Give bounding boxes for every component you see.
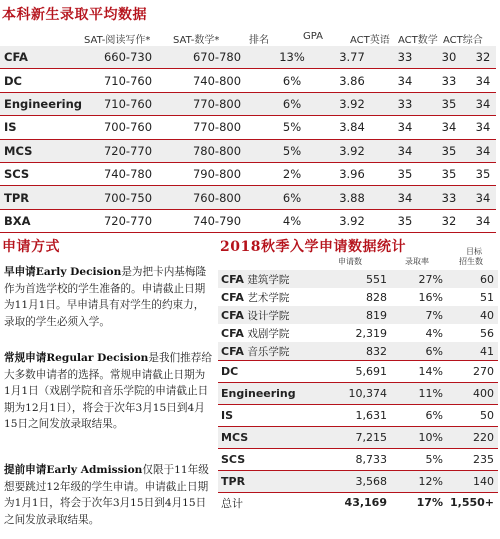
cell: 5%	[391, 449, 447, 471]
row-label: BXA	[0, 209, 84, 232]
admission-stats-table	[218, 270, 498, 512]
cell: 43,169	[321, 493, 391, 513]
row-label	[218, 427, 321, 449]
cell: 760-800	[172, 186, 262, 209]
row-label: MCS	[0, 139, 84, 162]
cell: 3.92	[322, 92, 382, 115]
cell: 56	[480, 326, 494, 340]
cell: 32	[428, 209, 470, 232]
table-row	[218, 449, 498, 471]
cell: 27%	[391, 270, 447, 288]
school-code: IS	[221, 409, 234, 422]
cell: 828	[366, 290, 387, 304]
cell: 3.77	[322, 46, 382, 69]
early-decision-paragraph	[4, 264, 212, 330]
cell: 710-760	[84, 92, 172, 115]
cell: 7%	[391, 306, 447, 324]
table-row	[0, 186, 496, 209]
cell: 2%	[262, 162, 322, 185]
table-row	[0, 69, 496, 92]
row-label	[218, 383, 321, 405]
cell: 220	[447, 427, 498, 449]
cell: 32	[470, 46, 496, 69]
t1-header-gpa: GPA	[303, 31, 323, 42]
regular-decision-paragraph	[4, 350, 212, 433]
t1-header-sat-math: SAT-数学*	[173, 35, 220, 46]
cell: 5%	[262, 116, 322, 139]
table-row	[218, 288, 498, 306]
school-name: 音乐学院	[247, 345, 290, 358]
cell: 33	[428, 69, 470, 92]
early-admission-label: 提前申请Early Admission	[4, 464, 143, 476]
t1-header-sat-reading: SAT-阅读写作*	[84, 35, 151, 46]
total-row	[218, 493, 498, 513]
table-row	[218, 270, 498, 288]
t1-header-act-english: ACT英语	[350, 35, 390, 46]
cell: 3.88	[322, 186, 382, 209]
page-title: 本科新生录取平均数据	[2, 7, 147, 23]
table-row	[218, 306, 498, 324]
cell: 6%	[262, 186, 322, 209]
cell: 30	[428, 46, 470, 69]
cell: 35	[428, 139, 470, 162]
cell: 13%	[262, 46, 322, 69]
table-row	[0, 92, 496, 115]
t1-header-act-math: ACT数学	[398, 35, 438, 46]
school-code: DC	[221, 365, 239, 378]
cell: 33	[382, 46, 428, 69]
cell: 17%	[391, 493, 447, 513]
cell: 551	[321, 270, 391, 288]
cell: 34	[470, 69, 496, 92]
cell: 60	[447, 270, 498, 288]
cell: 6%	[391, 342, 447, 361]
table-row	[218, 427, 498, 449]
cell: 10,374	[321, 383, 391, 405]
cell: 235	[447, 449, 498, 471]
row-label	[218, 449, 321, 471]
row-label: DC	[0, 69, 84, 92]
cell: 33	[382, 92, 428, 115]
regular-decision-label: 常规申请Regular Decision	[4, 352, 149, 364]
table-row	[218, 383, 498, 405]
t1-header-act-composite: ACT综合	[443, 35, 483, 46]
cell: 34	[382, 186, 428, 209]
table-row	[218, 471, 498, 493]
school-name: 设计学院	[247, 309, 290, 322]
cell: 33	[428, 186, 470, 209]
cell: 819	[321, 306, 391, 324]
total-label: 总计	[218, 493, 321, 513]
row-label: SCS	[0, 162, 84, 185]
early-admission-paragraph	[4, 462, 212, 528]
cell: 770-800	[172, 116, 262, 139]
cell: 41	[447, 342, 498, 361]
cell: 720-770	[84, 139, 172, 162]
cell: 710-760	[84, 69, 172, 92]
t2-header-admit-rate: 录取率	[405, 257, 429, 266]
cell: 3,568	[321, 471, 391, 493]
table-row	[218, 361, 498, 383]
cell: 660-730	[84, 46, 172, 69]
cell: 700-760	[84, 116, 172, 139]
cell: 400	[447, 383, 498, 405]
cell: 670-780	[172, 46, 262, 69]
cell: 740-790	[172, 209, 262, 232]
cell: 34	[428, 116, 470, 139]
cell: 34	[470, 116, 496, 139]
apply-methods-title: 申请方式	[2, 239, 60, 255]
cell: 1,631	[321, 405, 391, 427]
cell: 3.84	[322, 116, 382, 139]
row-label	[218, 342, 321, 361]
stats-title: 2018秋季入学申请数据统计	[220, 239, 406, 255]
regular-decision-text: 是我们推荐给大多数申请者的选择。常规申请截止日期为1月1日（戏剧学院和音乐学院的申请截止日期为12月1日），将会于次年3月15日到4月15日之间发放录取结果。	[4, 352, 212, 430]
t2-header-applications: 申请数	[338, 257, 362, 266]
cell: 10%	[391, 427, 447, 449]
cell: 1,550+	[447, 493, 498, 513]
cell: 7,215	[321, 427, 391, 449]
cell: 790-800	[172, 162, 262, 185]
row-label	[218, 405, 321, 427]
cell: 34	[470, 92, 496, 115]
cell: 34	[470, 139, 496, 162]
cell: 11%	[391, 383, 447, 405]
cell: 700-750	[84, 186, 172, 209]
row-label	[218, 324, 321, 342]
cell: 35	[470, 162, 496, 185]
cell: 740-780	[84, 162, 172, 185]
row-label: CFA	[0, 46, 84, 69]
cell: 8,733	[321, 449, 391, 471]
table-row	[218, 324, 498, 342]
cell: 34	[382, 69, 428, 92]
row-label: TPR	[0, 186, 84, 209]
row-label	[218, 361, 321, 383]
cell: 3.96	[322, 162, 382, 185]
cell: 34	[382, 139, 428, 162]
school-code: CFA	[221, 326, 244, 340]
cell: 4%	[425, 326, 443, 340]
cell: 5%	[262, 139, 322, 162]
cell: 35	[428, 92, 470, 115]
cell: 35	[428, 162, 470, 185]
cell: 50	[447, 405, 498, 427]
cell: 4%	[262, 209, 322, 232]
cell: 34	[470, 209, 496, 232]
cell: 40	[447, 306, 498, 324]
table-row	[0, 46, 496, 69]
cell: 5,691	[321, 361, 391, 383]
cell: 51	[480, 290, 494, 304]
row-label: IS	[0, 116, 84, 139]
school-code: Engineering	[221, 387, 296, 400]
school-name: 建筑学院	[247, 273, 290, 286]
school-code: CFA	[221, 308, 244, 322]
cell: 832	[321, 342, 391, 361]
school-code: CFA	[221, 290, 244, 304]
table-row	[218, 405, 498, 427]
school-code: CFA	[221, 272, 244, 286]
cell: 3.92	[322, 209, 382, 232]
cell: 2,319	[355, 326, 387, 340]
cell: 6%	[391, 405, 447, 427]
cell: 35	[382, 162, 428, 185]
row-label	[218, 288, 321, 306]
early-decision-text: 是为把卡内基梅隆作为首选学校的学生准备的。申请截止日期为11月1日。早申请具有对学生的约束力，录取的学生必须入学。	[4, 266, 207, 328]
school-name: 艺术学院	[247, 291, 290, 304]
row-label	[218, 270, 321, 288]
table-row	[0, 162, 496, 185]
cell: 740-800	[172, 69, 262, 92]
cell: 3.86	[322, 69, 382, 92]
cell: 780-800	[172, 139, 262, 162]
cell: 12%	[391, 471, 447, 493]
cell: 34	[382, 116, 428, 139]
cell: 34	[470, 186, 496, 209]
cell: 16%	[418, 290, 443, 304]
school-code: SCS	[221, 453, 246, 466]
cell: 140	[447, 471, 498, 493]
cell: 6%	[262, 69, 322, 92]
school-code: CFA	[221, 344, 244, 358]
cell: 270	[447, 361, 498, 383]
school-code: TPR	[221, 475, 246, 488]
cell: 35	[382, 209, 428, 232]
table-row	[0, 139, 496, 162]
cell: 6%	[262, 92, 322, 115]
t2-header-enrollment: 招生数	[459, 257, 483, 266]
table-row	[218, 342, 498, 361]
row-label	[218, 306, 321, 324]
cell: 720-770	[84, 209, 172, 232]
cell: 770-800	[172, 92, 262, 115]
table-row	[0, 116, 496, 139]
cell: 14%	[391, 361, 447, 383]
cell: 3.92	[322, 139, 382, 162]
t1-header-rank: 排名	[249, 35, 269, 46]
t2-header-target: 目标	[466, 247, 482, 256]
row-label: Engineering	[0, 92, 84, 115]
table-row	[0, 209, 496, 232]
early-decision-label: 早申请Early Decision	[4, 266, 122, 278]
early-admission-text: 仅限于11年级想要跳过12年级的学生申请。申请截止日期为1月1日，将会于次年3月15日到4月15日之间发放录取结果。	[4, 464, 209, 526]
school-code: MCS	[221, 431, 249, 444]
row-label	[218, 471, 321, 493]
school-name: 戏剧学院	[247, 327, 290, 340]
admission-averages-table	[0, 46, 496, 233]
